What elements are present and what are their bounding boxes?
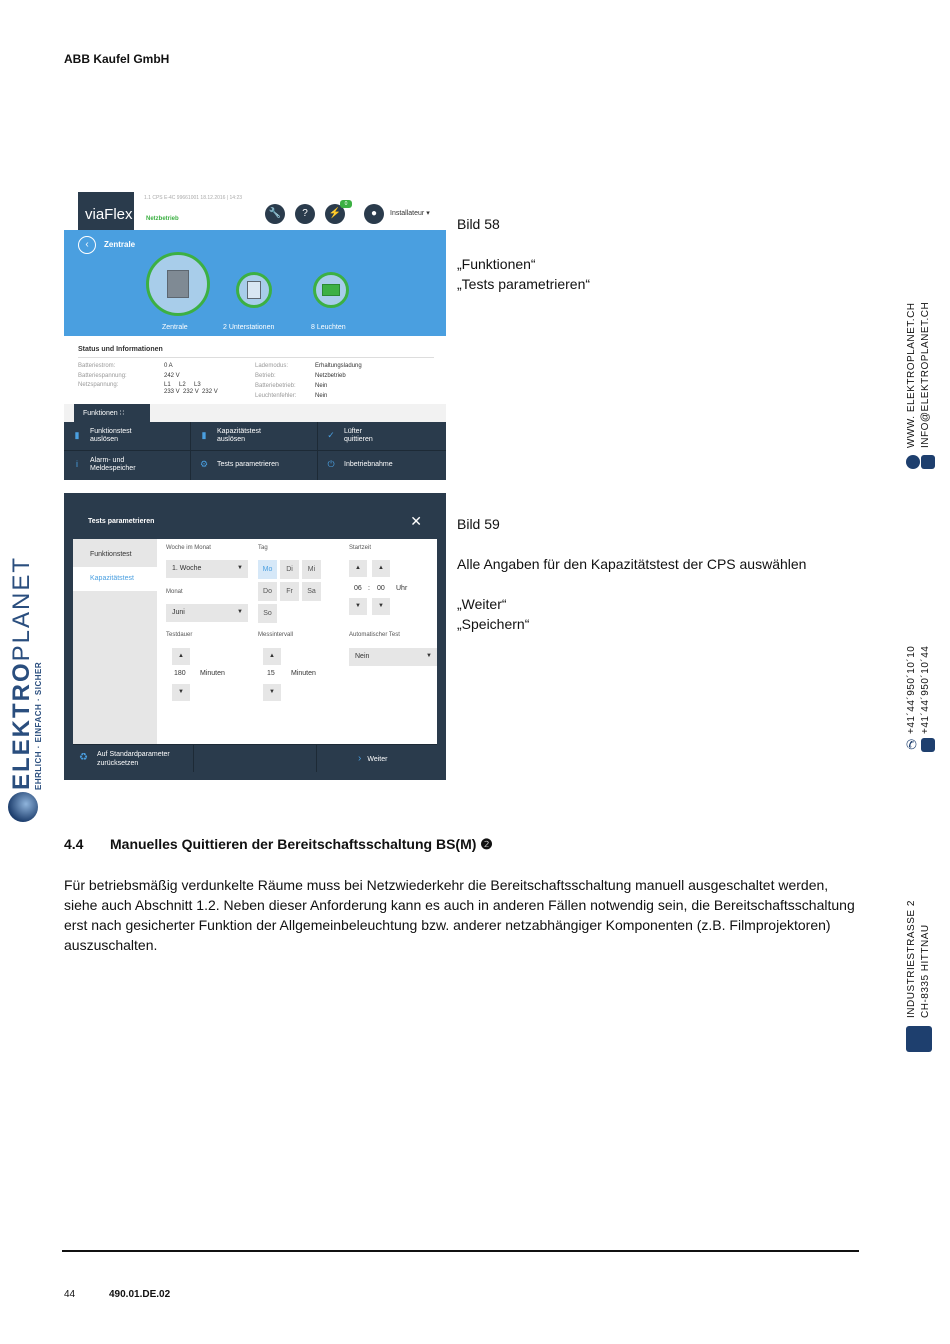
device-label-zentrale: Zentrale xyxy=(162,324,188,331)
start-unit: Uhr xyxy=(396,585,408,592)
brand-name: ELEKTROPLANET xyxy=(8,555,35,790)
device-serial: 1.1 CPS E-4C 99661001 18.12.2016 | 14:23 xyxy=(144,195,243,201)
contact-phone: +41´44´950´10´10 xyxy=(906,645,917,734)
day-do[interactable]: Do xyxy=(258,582,277,601)
wrench-icon[interactable]: 🔧 xyxy=(265,204,285,224)
month-label: Monat xyxy=(166,589,183,595)
user-name: Installateur xyxy=(390,210,425,217)
day-sa[interactable]: Sa xyxy=(302,582,321,601)
status-row: Leuchtenfehler: Nein xyxy=(255,393,328,399)
funktionstest-button[interactable]: ▮ Funktionstest auslösen xyxy=(64,422,191,451)
close-icon[interactable]: ✕ xyxy=(410,513,422,529)
caption-bild-58-line1: „Funktionen“ xyxy=(457,256,536,272)
status-row: Netzspannung: L1 L2 L3 233 V 232 V 232 V xyxy=(78,382,218,395)
luefter-button[interactable]: ✓ Lüfter quittieren xyxy=(318,422,446,451)
house-icon xyxy=(906,1026,932,1052)
section-heading xyxy=(64,836,493,853)
device-label-leuchten: 8 Leuchten xyxy=(311,324,346,331)
sidebar-item-kapazitaetstest[interactable]: Kapazitätstest xyxy=(73,567,157,591)
tests-parametrieren-button[interactable]: ⚙ Tests parametrieren xyxy=(191,451,318,480)
duration-down-button[interactable]: ▼ xyxy=(172,684,190,701)
operation-mode: Netzbetrieb xyxy=(146,216,179,222)
grid-icon: ∷ xyxy=(119,410,125,417)
caption-bild-58-title: Bild 58 xyxy=(457,216,500,232)
interval-unit: Minuten xyxy=(291,670,316,677)
page-number: 44 xyxy=(64,1289,76,1300)
start-label: Startzeit xyxy=(349,545,372,551)
section-body: Für betriebsmäßig verdunkelte Räume muss bei Netzwiederkehr die Bereitschaftsschaltung manuell ausgeschaltet werden, siehe auch Abschnitt 1.2. Neben dieser Anforderung kann es auch in anderen Fällen notwendig sein, die Bereitschaftsschaltung erst nach gesicherter Funktion der Allgemeinbeleuchtung bzw. anderer netzabhängiger Komponenten (z.B. Filmprojektoren) auszuschalten. xyxy=(64,877,855,953)
contact-website: WWW. ELEKTROPLANET.CH xyxy=(906,302,917,448)
start-hour: 06 xyxy=(354,585,362,592)
month-select[interactable]: Juni ▼ xyxy=(166,604,248,622)
reset-button[interactable]: ♻ Auf Standardparameter zurücksetzen xyxy=(73,745,194,772)
user-menu[interactable] xyxy=(390,209,430,217)
help-icon[interactable]: ? xyxy=(295,204,315,224)
caption-bild-58-line2: „Tests parametrieren“ xyxy=(457,276,591,292)
inbetriebnahme-button[interactable]: ⏻ Inbetriebnahme xyxy=(327,459,393,469)
duration-label: Testdauer xyxy=(166,632,193,638)
chevron-down-icon: ▼ xyxy=(237,565,243,571)
overview-title: Zentrale xyxy=(104,240,136,249)
power-icon: ⏻ xyxy=(327,459,335,469)
chevron-down-icon: ▼ xyxy=(426,653,432,659)
phone-icon: ✆ xyxy=(906,737,917,752)
minute-down-button[interactable]: ▼ xyxy=(372,598,390,615)
dialog-title: Tests parametrieren xyxy=(88,518,155,525)
footer-spacer xyxy=(195,745,317,772)
start-minute: 00 xyxy=(377,585,385,592)
dialog-header xyxy=(73,504,437,539)
function-buttons xyxy=(64,422,446,480)
screenshot-bild-59 xyxy=(64,493,446,780)
status-title: Status und Informationen xyxy=(78,346,163,353)
lightning-icon[interactable]: ⚡ xyxy=(325,204,345,224)
tests-dialog xyxy=(73,504,437,744)
notification-badge: 0 xyxy=(340,200,352,208)
device-overview xyxy=(64,230,446,336)
dialog-footer xyxy=(73,744,437,772)
zentrale-device-icon[interactable] xyxy=(146,252,210,316)
status-panel xyxy=(64,336,446,404)
auto-test-label: Automatischer Test xyxy=(349,632,400,638)
reset-icon: ♻ xyxy=(79,752,88,763)
user-icon[interactable]: ● xyxy=(364,204,384,224)
status-row: Batteriestrom: 0 A xyxy=(78,363,173,369)
alarm-button[interactable]: i Alarm- und Meldespeicher xyxy=(64,451,191,480)
hour-down-button[interactable]: ▼ xyxy=(349,598,367,615)
caption-bild-59-line2: „Weiter“ xyxy=(457,596,507,612)
status-row: Batteriebetrieb: Nein xyxy=(255,383,328,389)
caption-bild-59-line1: Alle Angaben für den Kapazitätstest der CPS auswählen xyxy=(457,556,807,572)
day-label: Tag xyxy=(258,545,268,551)
viaflex-logo: viaFlex xyxy=(78,192,134,230)
divider xyxy=(78,357,434,358)
screenshot-bild-58 xyxy=(64,192,446,480)
app-topbar xyxy=(64,192,446,230)
chevron-right-icon: › xyxy=(358,753,362,764)
duration-value: 180 xyxy=(174,670,186,677)
duration-unit: Minuten xyxy=(200,670,225,677)
device-label-unterstationen: 2 Unterstationen xyxy=(223,324,275,331)
status-row: Betrieb: Netzbetrieb xyxy=(255,373,346,379)
kapazitaetstest-button[interactable]: ▮ Kapazitätstest auslösen xyxy=(191,422,318,451)
contact-fax: +41´44´950´10´44 xyxy=(920,645,931,734)
week-select[interactable]: 1. Woche ▼ xyxy=(166,560,248,578)
caption-bild-59-title: Bild 59 xyxy=(457,516,500,532)
status-row: Batteriespannung: 242 V xyxy=(78,373,180,379)
brand-slogan: EHRLICH · EINFACH · SICHER xyxy=(34,661,43,790)
minute-up-button[interactable]: ▲ xyxy=(372,560,390,577)
status-row: Lademodus: Erhaltungsladung xyxy=(255,363,362,369)
start-separator: : xyxy=(368,585,370,592)
battery-icon: ▮ xyxy=(201,430,207,440)
day-di[interactable]: Di xyxy=(280,560,299,579)
leuchten-device-icon[interactable] xyxy=(313,272,349,308)
day-mo[interactable]: Mo xyxy=(258,560,277,579)
interval-up-button[interactable]: ▲ xyxy=(263,648,281,665)
mail-icon xyxy=(921,455,935,469)
section-title: Manuelles Quittieren der Bereitschaftsschaltung BS(M) ❷ xyxy=(110,836,493,852)
caption-bild-59-line3: „Speichern“ xyxy=(457,616,530,632)
interval-value: 15 xyxy=(267,670,275,677)
interval-label: Messintervall xyxy=(258,632,294,638)
address-street: INDUSTRIESTRASSE 2 xyxy=(906,900,917,1018)
unterstationen-device-icon[interactable] xyxy=(236,272,272,308)
back-icon[interactable]: ‹ xyxy=(78,236,96,254)
hour-up-button[interactable]: ▲ xyxy=(349,560,367,577)
address-city: CH-8335 HITTNAU xyxy=(920,924,931,1018)
day-so[interactable]: So xyxy=(258,604,277,623)
tab-funktionen[interactable]: Funktionen ∷ xyxy=(74,404,150,422)
elektroplanet-logo xyxy=(8,530,43,830)
info-icon: i xyxy=(76,459,78,469)
settings-icon: ⚙ xyxy=(199,459,209,469)
chevron-down-icon: ▾ xyxy=(426,210,430,217)
planet-icon xyxy=(8,792,38,822)
contact-email: INFO@ELEKTROPLANET.CH xyxy=(920,301,931,448)
globe-icon xyxy=(906,455,920,469)
duration-up-button[interactable]: ▲ xyxy=(172,648,190,665)
check-icon: ✓ xyxy=(327,430,335,440)
section-number: 4.4 xyxy=(64,836,84,852)
dialog-sidebar xyxy=(73,539,157,744)
company-header: ABB Kaufel GmbH xyxy=(64,52,170,66)
chevron-down-icon: ▼ xyxy=(237,609,243,615)
day-fr[interactable]: Fr xyxy=(280,582,299,601)
day-mi[interactable]: Mi xyxy=(302,560,321,579)
auto-test-select[interactable]: Nein ▼ xyxy=(349,648,437,666)
fax-icon xyxy=(921,738,935,752)
battery-icon: ▮ xyxy=(74,430,80,440)
week-label: Woche im Monat xyxy=(166,545,211,551)
sidebar-item-funktionstest[interactable]: Funktionstest xyxy=(90,551,132,558)
next-button[interactable]: › Weiter xyxy=(358,753,388,764)
document-number: 490.01.DE.02 xyxy=(109,1289,171,1300)
footer-rule xyxy=(62,1250,859,1252)
interval-down-button[interactable]: ▼ xyxy=(263,684,281,701)
